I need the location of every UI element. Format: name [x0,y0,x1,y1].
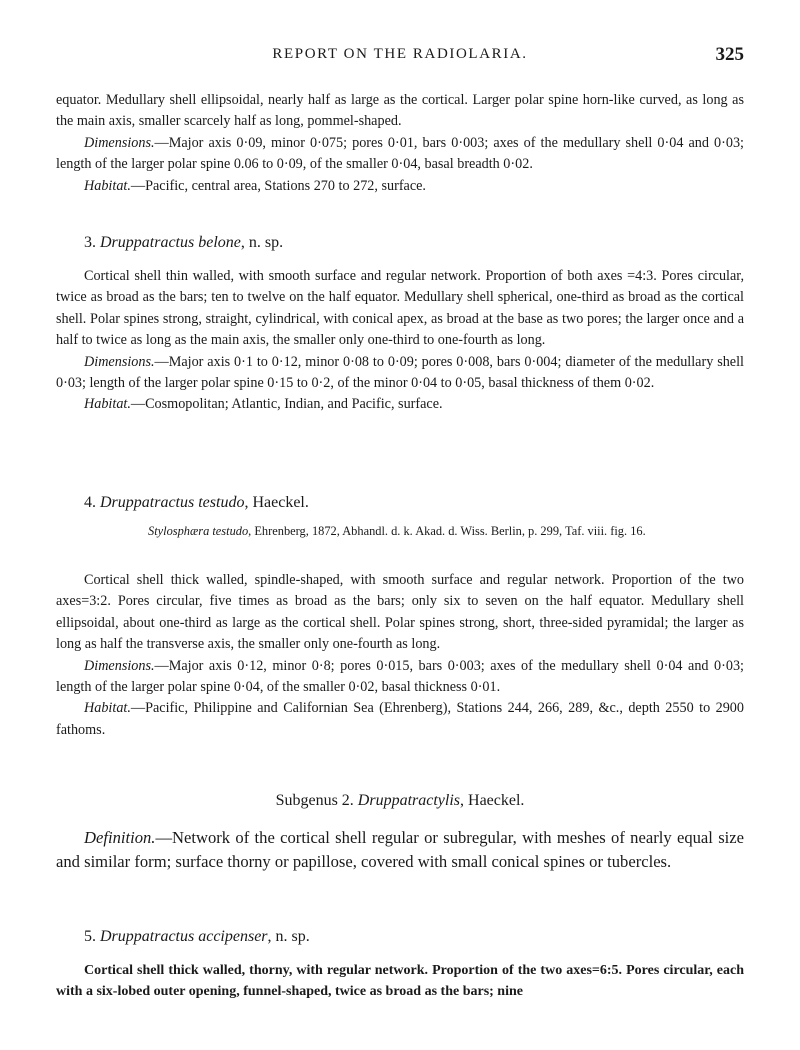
subgenus-prefix: Subgenus 2. [275,792,358,809]
subgenus-definition [56,826,744,873]
running-header [56,44,744,68]
dimensions-text: —Major axis 0·1 to 0·12, minor 0·08 to 0·09; pores 0·008, bars 0·004; diameter of the medullary shell 0·03; length of the larger polar spine 0·15 to 0·2, of the minor 0·04 to 0·05, basal thickness of them 0·02. [56,353,744,392]
species-5-heading [56,926,744,948]
species-3-body [56,266,744,416]
definition-label: Definition. [84,828,156,847]
dimensions-text: —Major axis 0·09, minor 0·075; pores 0·01, bars 0·003; axes of the medullary shell 0·04 and 0·03; length of the larger polar spine 0.06 to 0·09, of the smaller 0·04, basal breadth 0·02. [56,134,744,173]
species-4-synonymy [56,522,744,541]
subgenus-name: Druppatractylis [357,792,461,809]
species-3-heading [56,232,744,254]
species-3-dimensions [56,352,744,395]
dimensions-label: Dimensions. [84,657,155,674]
synonym-ref: , Ehrenberg, 1872, Abhandl. d. k. Akad. d. Wiss. Berlin, p. 299, Taf. viii. fig. 16. [248,524,646,538]
habitat-label: Habitat. [84,177,131,194]
definition-paragraph [56,826,744,873]
dimensions-text: —Major axis 0·12, minor 0·8; pores 0·015, bars 0·003; axes of the medullary shell 0·04 and 0·03; length of the larger polar spine 0·04, of the smaller 0·02, basal thickness 0·01. [56,657,744,696]
synonym-name: Stylosphæra testudo [148,524,249,538]
habitat-text: —Cosmopolitan; Atlantic, Indian, and Pacific, surface. [130,396,443,413]
species-title [56,492,744,514]
species-number: 4. [84,494,96,511]
intro-paragraph: equator. Medullary shell ellipsoidal, nearly half as large as the cortical. Larger polar spine horn-like curved, as long as the main axis, smaller scarcely half as long, pommel-shaped. [56,92,744,130]
page-number: 325 [715,44,744,65]
synonymy-reference [56,522,744,541]
subgenus-authority: , Haeckel. [460,792,525,809]
species-authority: , Haeckel. [244,494,309,511]
species-authority: , n. sp. [267,928,310,945]
species-3-description: Cortical shell thin walled, with smooth surface and regular network. Proportion of both axes =4:3. Pores circular, twice as broad as the bars; ten to twelve on the half equator. Medullary shell spherical, one-third as broad as the cortical shell. Polar spines strong, straight, cylindrical, with conical apex, as broad at the base as two pores; the larger once and a half to twice as long as the main axis, the smaller only one-third to one-fourth as long. [56,268,744,349]
species-number: 5. [84,928,96,945]
species-4-habitat [56,698,744,741]
species-title [56,926,744,948]
species-title [56,232,744,254]
habitat-label: Habitat. [84,396,131,413]
species-name: Druppatractus belone [100,234,241,251]
species-name: Druppatractus accipenser [100,928,268,945]
species-4-dimensions [56,656,744,699]
intro-habitat [56,176,744,197]
species-authority: , n. sp. [240,234,284,251]
species-name: Druppatractus testudo [100,494,245,511]
species-3-habitat [56,394,744,415]
species-5-body [56,960,744,1003]
habitat-text: —Pacific, Philippine and Californian Sea (Ehrenberg), Stations 244, 266, 289, &c., depth 2550 to 2900 fathoms. [56,700,744,738]
species-4-body [56,570,744,741]
subgenus-title [56,790,744,812]
intro-section [56,90,744,197]
species-number: 3. [84,234,96,251]
dimensions-label: Dimensions. [84,134,155,151]
definition-text: —Network of the cortical shell regular or subregular, with meshes of nearly equal size and similar form; surface thorny or papillose, covered with small conical spines or tubercles. [56,828,744,871]
habitat-text: —Pacific, central area, Stations 270 to 272, surface. [130,177,426,194]
dimensions-label: Dimensions. [84,353,155,370]
subgenus-heading [56,790,744,812]
species-4-description: Cortical shell thick walled, spindle-shaped, with smooth surface and regular network. Proportion of the two axes=3:2. Pores circular, five times as broad as the bars; only six to seven on the half equator. Medullary shell ellipsoidal, about one-third as large as the cortical shell. Polar spines strong, short, three-sided pyramidal; the larger as long as half the transverse axis, the smaller only one-fourth as long. [56,572,744,653]
intro-dimensions [56,133,744,176]
species-4-heading [56,492,744,514]
species-5-description: Cortical shell thick walled, thorny, with regular network. Proportion of the two axes=6:5. Pores circular, each with a six-lobed outer opening, funnel-shaped, twice as broad as the bars; nine [56,963,744,1000]
habitat-label: Habitat. [84,700,131,717]
running-title: REPORT ON THE RADIOLARIA. [272,46,528,62]
